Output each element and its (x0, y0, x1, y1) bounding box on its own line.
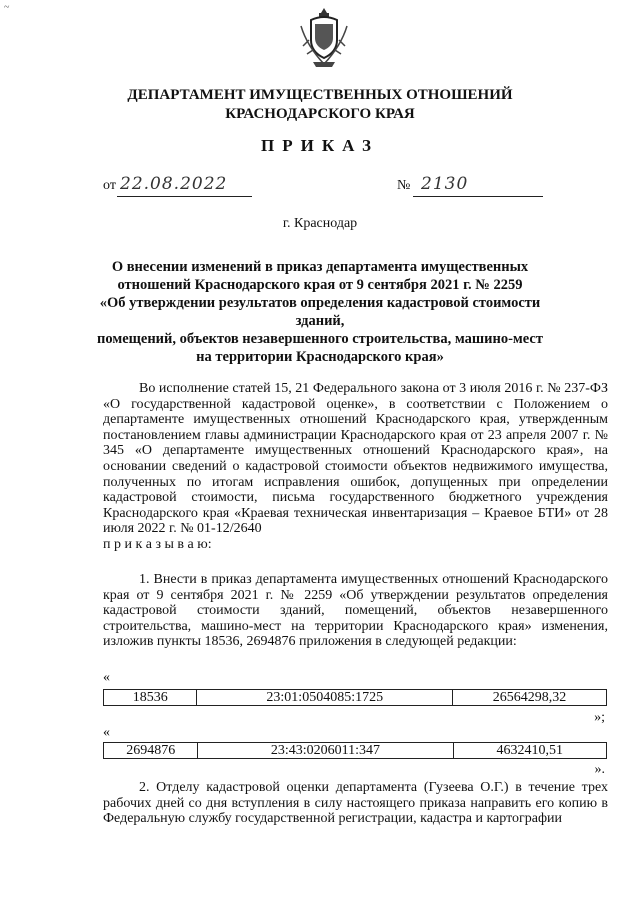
quote-close: »; (594, 710, 605, 725)
subject-line: помещений, объектов незавершенного строительства, машино-мест (97, 331, 543, 347)
cadastral-value-cell: 26564298,32 (453, 690, 607, 706)
amendment-table (103, 689, 607, 706)
quote-close: ». (594, 762, 605, 777)
table-row (104, 690, 607, 706)
subject-line: отношений Краснодарского края от 9 сентября 2021 г. № 2259 (117, 277, 523, 293)
subject-line: «Об утверждении результатов определения кадастровой стоимости зданий, (99, 295, 541, 329)
number-label: № (397, 178, 411, 193)
cadastral-number-cell: 23:01:0504085:1725 (197, 690, 453, 706)
subject-line: на территории Краснодарского края» (196, 349, 444, 365)
quote-open: « (103, 670, 110, 685)
cadastral-number-cell: 23:43:0206011:347 (198, 743, 453, 759)
department-region: КРАСНОДАРСКОГО КРАЯ (225, 106, 415, 122)
order-subject (90, 258, 550, 366)
scan-corner-mark: ~ (4, 2, 10, 13)
handwritten-date: 22.08.2022 (120, 174, 228, 194)
department-name: ДЕПАРТАМЕНТ ИМУЩЕСТВЕННЫХ ОТНОШЕНИЙ (127, 87, 513, 103)
city-line: г. Краснодар (282, 216, 358, 231)
handwritten-number: 2130 (421, 174, 469, 194)
coat-of-arms-emblem (299, 6, 349, 70)
preamble-text: Во исполнение статей 15, 21 Федерального закона от 3 июля 2016 г. № 237-ФЗ «О государственной кадастровой оценке», в соответствии с Положением о департаменте имущественных отношений Краснодарского края, утвержденным постановлением главы администрации Краснодарского края от 23 апреля 2007 г. № 345 «О департаменте имущественных отношений Краснодарского края», на основании сведений о кадастровой стоимости объектов недвижимого имущества, полученных по итогам исправления ошибок, допущенных при определении кадастровой стоимости, письма государственного бюджетного учреждения Краснодарского края «Краевая техническая инвентаризация – Краевое БТИ» от 28 июля 2022 г. № 01-12/2640 (103, 381, 608, 537)
quote-open: « (103, 725, 110, 740)
amendment-table (103, 742, 607, 759)
clause-1-paragraph: 1. Внести в приказ департамента имущественных отношений Краснодарского края от 9 сентября 2021 г. № 2259 «Об утверждении результатов определения кадастровой стоимости зданий, помещений, объектов незавершенного строительства, машино-мест на территории Краснодарского края» изменения, изложив пункты 18536, 2694876 приложения в следующей редакции: (103, 572, 608, 650)
date-label: от (103, 178, 116, 193)
clause-2-paragraph: 2. Отделу кадастровой оценки департамента (Гузеева О.Г.) в течение трех рабочих дней со дня вступления в силу настоящего приказа направить его копию в Федеральную службу государственной регистрации, кадастра и картографии (103, 780, 608, 827)
cadastral-value-cell: 4632410,51 (453, 743, 606, 759)
document-title: ПРИКАЗ (261, 136, 379, 155)
order-word: п р и к а з ы в а ю: (103, 536, 212, 552)
preamble-paragraph (103, 381, 608, 553)
item-number-cell: 2694876 (104, 743, 198, 759)
item-number-cell: 18536 (104, 690, 197, 706)
department-heading (100, 86, 540, 124)
table-row (104, 743, 607, 759)
subject-line: О внесении изменений в приказ департамента имущественных (111, 259, 529, 275)
